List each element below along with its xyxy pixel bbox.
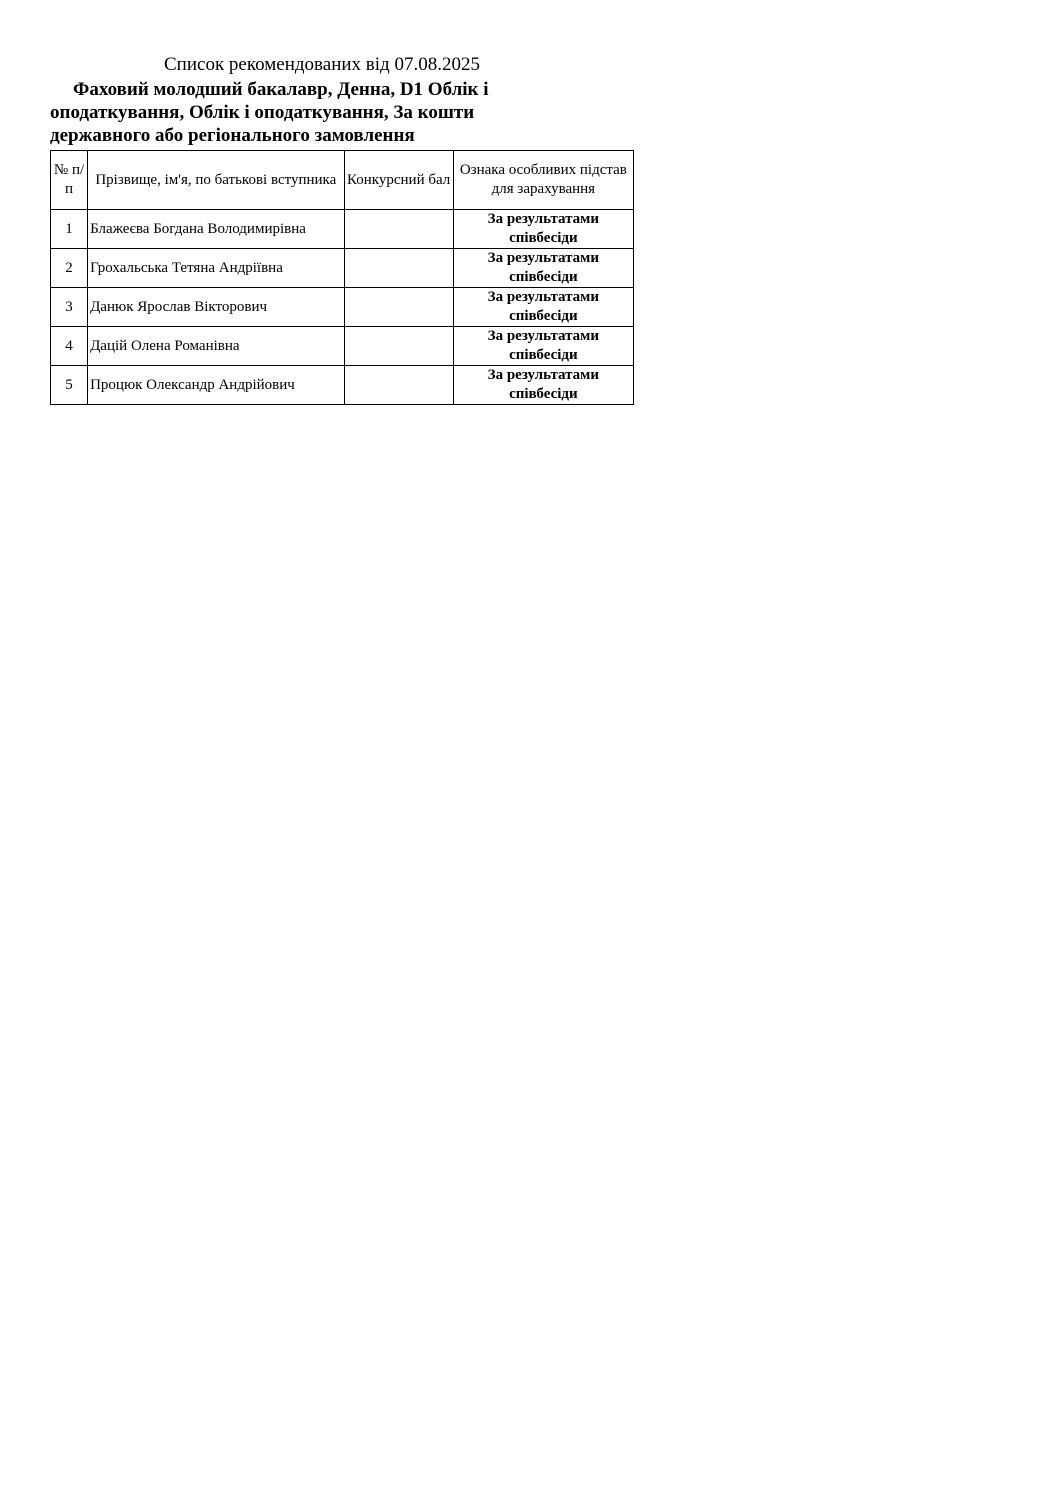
- row-basis: За результатами співбесіди: [453, 249, 633, 288]
- header-score: Конкурсний бал: [344, 151, 453, 210]
- recommended-list-table: [50, 150, 634, 405]
- table-header-row: [51, 151, 634, 210]
- row-score: [344, 210, 453, 249]
- row-name: Данюк Ярослав Вікторович: [88, 288, 344, 327]
- row-num: 5: [51, 366, 88, 405]
- table-row: [51, 210, 634, 249]
- row-basis: За результатами співбесіди: [453, 210, 633, 249]
- row-name: Блажеєва Богдана Володимирівна: [88, 210, 344, 249]
- row-name: Грохальська Тетяна Андріївна: [88, 249, 344, 288]
- table-row: [51, 249, 634, 288]
- row-num: 1: [51, 210, 88, 249]
- document-subtitle: Фаховий молодший бакалавр, Денна, D1 Облік і оподаткування, Облік і оподаткування, За кошти державного або регіонального замовлення: [50, 79, 489, 146]
- header-basis: Ознака особливих підстав для зарахування: [453, 151, 633, 210]
- row-score: [344, 249, 453, 288]
- header-name: Прізвище, ім'я, по батькові вступника: [88, 151, 344, 210]
- row-num: 4: [51, 327, 88, 366]
- table-row: [51, 366, 634, 405]
- document-title: Список рекомендованих від 07.08.2025: [164, 54, 480, 75]
- row-basis: За результатами співбесіди: [453, 327, 633, 366]
- row-score: [344, 366, 453, 405]
- row-num: 3: [51, 288, 88, 327]
- row-score: [344, 327, 453, 366]
- table-row: [51, 327, 634, 366]
- header-num: № п/п: [51, 151, 88, 210]
- row-basis: За результатами співбесіди: [453, 288, 633, 327]
- row-num: 2: [51, 249, 88, 288]
- row-score: [344, 288, 453, 327]
- table-row: [51, 288, 634, 327]
- row-basis: За результатами співбесіди: [453, 366, 633, 405]
- row-name: Дацій Олена Романівна: [88, 327, 344, 366]
- row-name: Процюк Олександр Андрійович: [88, 366, 344, 405]
